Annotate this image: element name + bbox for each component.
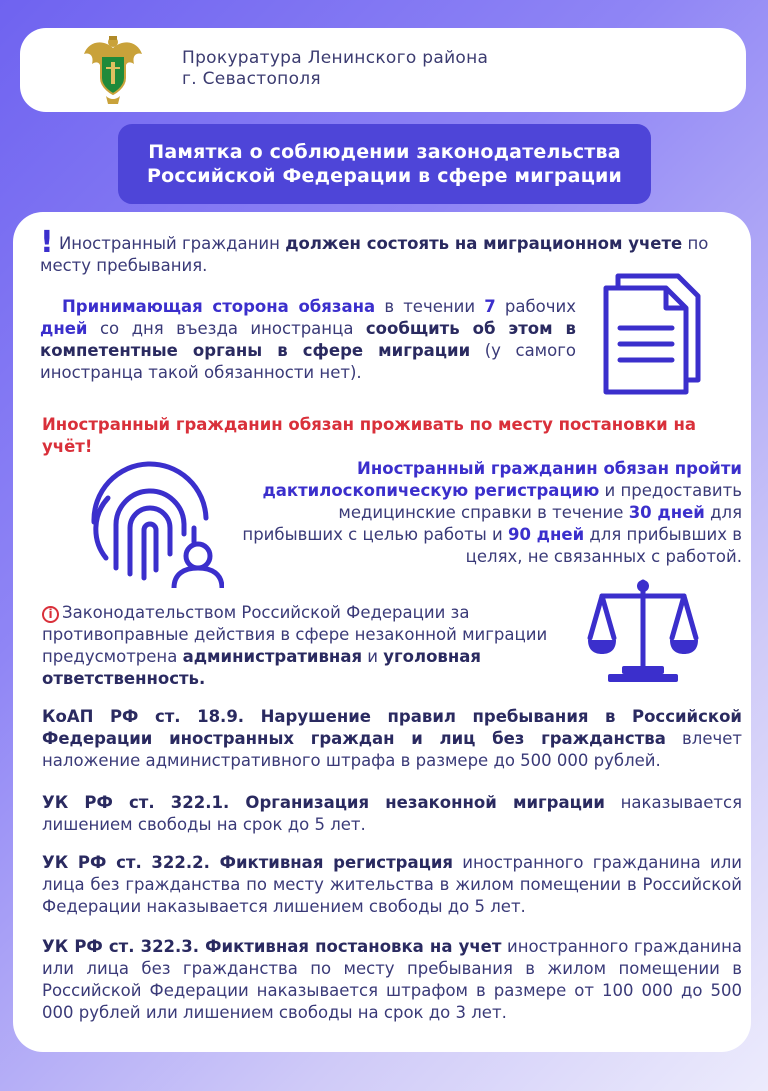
organization-name [182, 48, 488, 90]
fingerprint-user-icon [86, 458, 224, 590]
law-uk-322-3: УК РФ ст. 322.3. Фиктивная постановка на учет иностранного гражданина или лица без гражданства по месту пребывания в жилом помещении в Российской Федерации наказывается штрафом в размере от 100 000 до 500 000 рублей или лишением свободы на срок до 3 лет. [42, 937, 742, 1022]
fingerprint-registration: Иностранный гражданин обязан пройти дактилоскопическую регистрацию и предоставить медицинские справки в течение 30 дней для прибывших с целью работы и 90 дней для прибывших в целях, не связанных с работой. [242, 459, 742, 566]
info-icon: i [42, 606, 59, 623]
law-uk-322-2: УК РФ ст. 322.2. Фиктивная регистрация иностранного гражданина или лица без гражданства по месту жительства в жилом помещении в Российской Федерации наказывается лишением свободы до 5 лет. [42, 853, 742, 916]
residence-warning: Иностранный гражданин обязан проживать по месту постановки на учёт! [42, 415, 697, 456]
host-obligation: Принимающая сторона обязана в течении 7 рабочих дней со дня въезда иностранца сообщить об этом в компетентные органы в сфере миграции (у самого иностранца такой обязанности нет). [40, 297, 576, 382]
exclamation-icon: ! [40, 225, 54, 260]
law-uk-322-1: УК РФ ст. 322.1. Организация незаконной миграции наказывается лишением свободы на срок до 5 лет. [42, 793, 742, 834]
emblem-icon [82, 34, 144, 106]
org-line-2: г. Севастополя [182, 69, 321, 89]
title-line-1: Памятка о соблюдении законодательства [148, 141, 621, 163]
law-koap-18-9: КоАП РФ ст. 18.9. Нарушение правил пребывания в Российской Федерации иностранных граждан и лиц без гражданства влечет наложение административного штрафа в размере до 500 000 рублей. [42, 707, 742, 770]
title-line-2: Российской Федерации в сфере миграции [146, 165, 622, 187]
registration-requirement: ! Иностранный гражданин должен состоять на миграционном учете по месту пребывания. [40, 225, 709, 275]
header-card [20, 28, 746, 112]
liability-note: i Законодательством Российской Федерации за противоправные действия в сфере незаконной миграции предусмотрена административная и уголовная ответственность. [42, 603, 548, 688]
title-banner [118, 124, 651, 204]
document-icon [600, 270, 712, 400]
org-line-1: Прокуратура Ленинского района [182, 48, 489, 68]
scales-icon [586, 578, 700, 690]
